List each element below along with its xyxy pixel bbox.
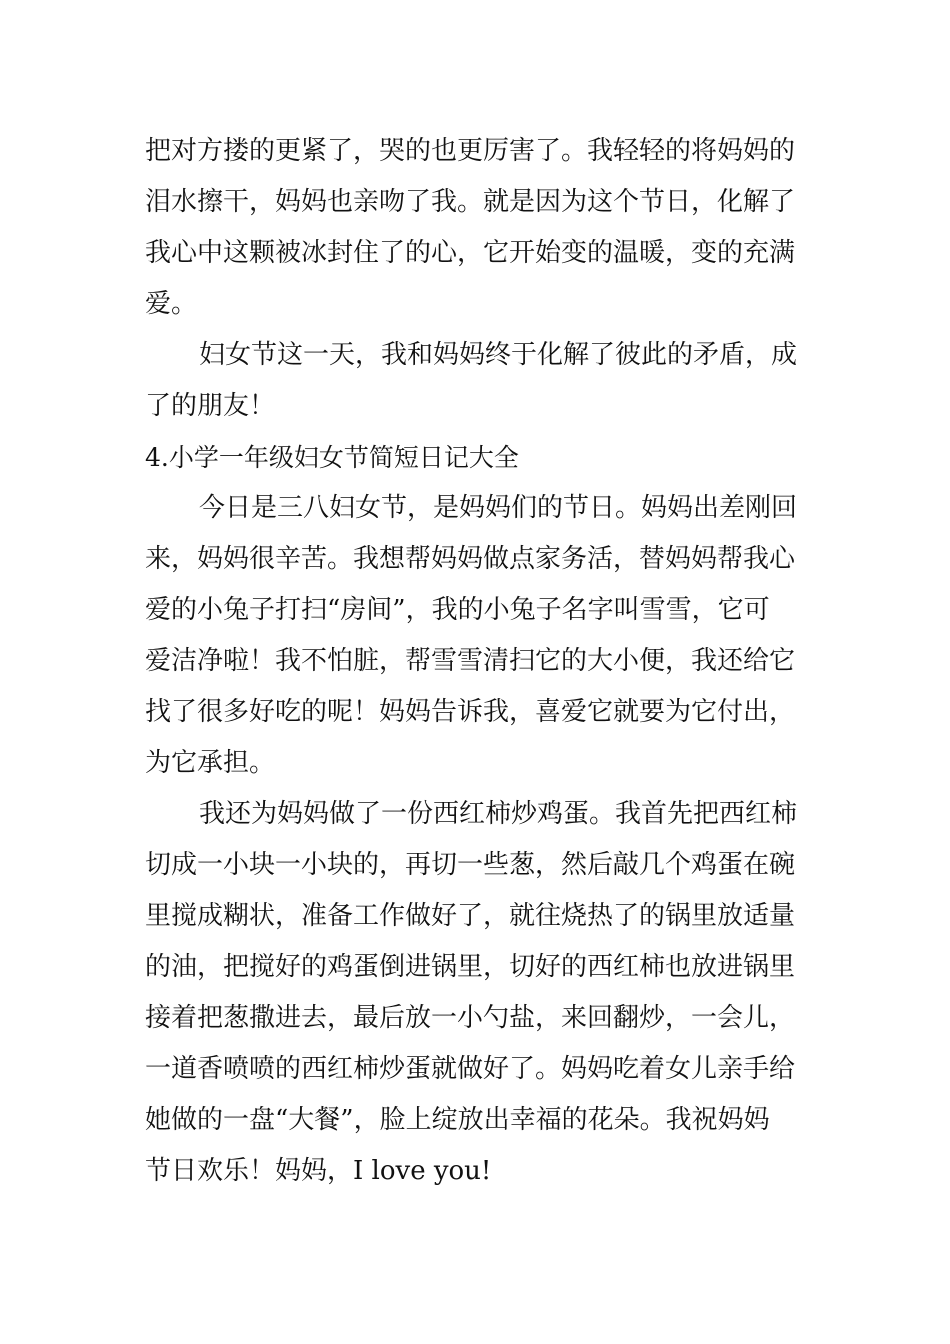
text-line: 我心中这颗被冰封住了的心，它开始变的温暖，变的充满: [145, 238, 796, 268]
text-line: 一道香喷喷的西红柿炒蛋就做好了。妈妈吃着女儿亲手给: [145, 1054, 796, 1084]
text-line: 找了很多好吃的呢！妈妈告诉我，喜爱它就要为它付出，: [145, 697, 796, 727]
text-line: 妇女节这一天，我和妈妈终于化解了彼此的矛盾，成: [199, 340, 798, 370]
text-line: 里搅成糊状，准备工作做好了，就往烧热了的锅里放适量: [145, 901, 796, 931]
text-line: 为它承担。: [145, 748, 276, 778]
section-heading: [145, 432, 810, 483]
paragraph-4: [145, 789, 810, 1197]
text-line: 切成一小块一小块的，再切一些葱，然后敲几个鸡蛋在碗: [145, 850, 796, 880]
text-line: 爱。: [145, 289, 198, 319]
text-line: 泪水擦干，妈妈也亲吻了我。就是因为这个节日，化解了: [145, 187, 796, 217]
text-line: 把对方搂的更紧了，哭的也更厉害了。我轻轻的将妈妈的: [145, 136, 796, 166]
paragraph-2: [145, 330, 810, 432]
text-line: 节日欢乐！妈妈，I love you!: [145, 1156, 492, 1186]
text-line: 了的朋友！: [145, 391, 276, 421]
text-line: 爱洁净啦！我不怕脏，帮雪雪清扫它的大小便，我还给它: [145, 646, 796, 676]
text-line: 今日是三八妇女节，是妈妈们的节日。妈妈出差刚回: [199, 493, 798, 523]
text-line: 来，妈妈很辛苦。我想帮妈妈做点家务活，替妈妈帮我心: [145, 544, 796, 574]
text-line: 我还为妈妈做了一份西红柿炒鸡蛋。我首先把西红柿: [199, 799, 798, 829]
paragraph-3: [145, 483, 810, 789]
text-line: 的油，把搅好的鸡蛋倒进锅里，切好的西红柿也放进锅里: [145, 952, 796, 982]
paragraph-1: [145, 126, 810, 330]
text-line: 接着把葱撒进去，最后放一小勺盐，来回翻炒，一会儿，: [145, 1003, 796, 1033]
document-body: [145, 126, 810, 1197]
text-line: 爱的小兔子打扫“房间”，我的小兔子名字叫雪雪，它可: [145, 595, 770, 625]
text-line: 她做的一盘“大餐”，脸上绽放出幸福的花朵。我祝妈妈: [145, 1105, 770, 1135]
heading-line: 4.小学一年级妇女节简短日记大全: [145, 443, 519, 472]
